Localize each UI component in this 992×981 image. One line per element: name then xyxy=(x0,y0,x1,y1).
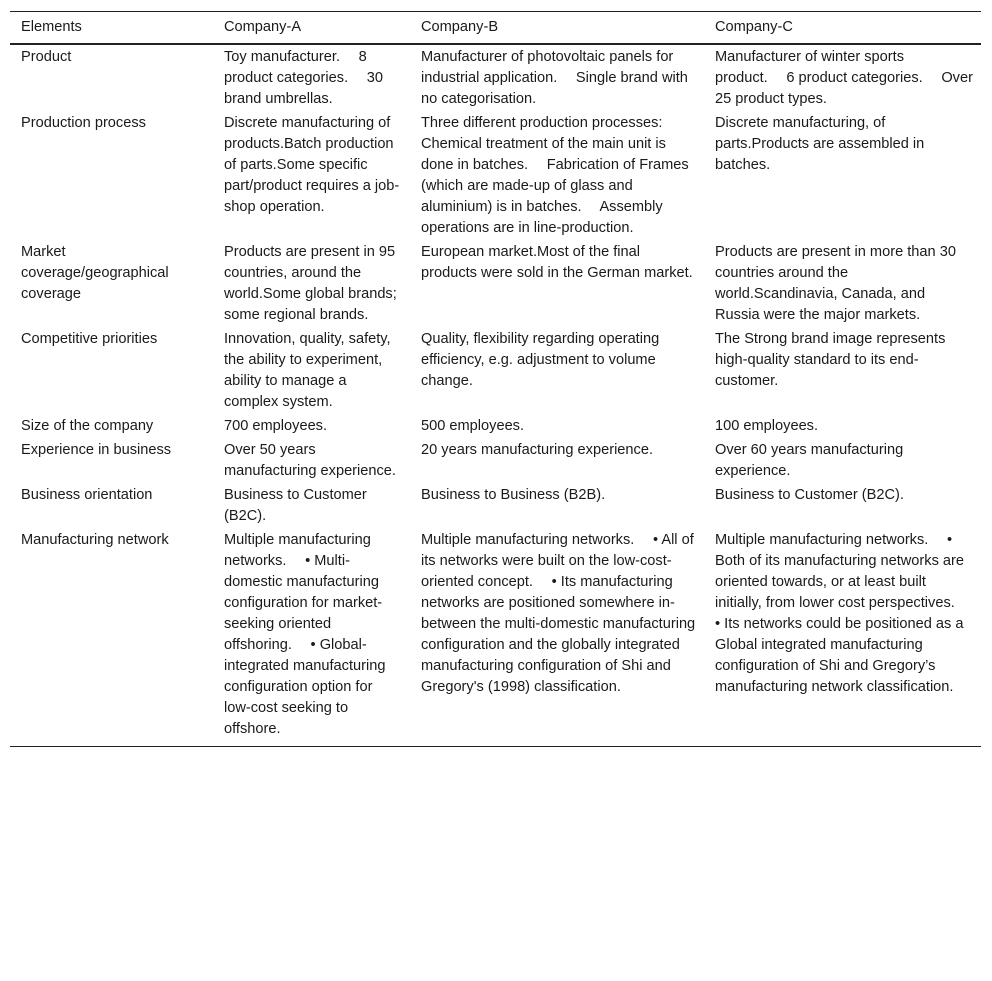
row-label: Size of the company xyxy=(21,418,154,434)
row-label: Business orientation xyxy=(21,487,153,503)
table-row-product xyxy=(10,44,981,111)
cell-company-b: Manufacturer of photovoltaic panels for industrial application. Single brand with no categorisation. xyxy=(421,49,688,107)
row-label: Production process xyxy=(21,115,146,131)
cell-company-b: Multiple manufacturing networks. • All of its networks were built on the low-cost-oriented concept. • Its manufacturing networks are positioned somewhere in-between the multi-domestic manufacturing configuration and the globally integrated manufacturing configuration of Shi and Gregory's (1998) classification. xyxy=(421,532,696,695)
table-row-business-orientation xyxy=(10,483,981,528)
table-row-competitive-priorities xyxy=(10,327,981,414)
column-header-company-b: Company-B xyxy=(421,19,499,35)
cell-company-b: Business to Business (B2B). xyxy=(421,487,606,503)
table-row-size-of-company xyxy=(10,414,981,438)
cell-company-c: Discrete manufacturing, of parts.Products are assembled in batches. xyxy=(715,115,925,173)
row-label: Manufacturing network xyxy=(21,532,169,548)
column-header-company-c: Company-C xyxy=(715,19,793,35)
row-label: Market coverage/geographical coverage xyxy=(21,244,169,302)
column-header-elements: Elements xyxy=(21,19,82,35)
row-label: Competitive priorities xyxy=(21,331,158,347)
cell-company-a: Business to Customer (B2C). xyxy=(224,487,367,524)
cell-company-b: Three different production processes: Chemical treatment of the main unit is done in batches. Fabrication of Frames (which are made-up of glass and aluminium) is in batches. Assembly operations are in line-production. xyxy=(421,115,689,236)
row-label: Product xyxy=(21,49,72,65)
column-header-company-a: Company-A xyxy=(224,19,302,35)
cell-company-c: Over 60 years manufacturing experience. xyxy=(715,442,904,479)
cell-company-b: 20 years manufacturing experience. xyxy=(421,442,654,458)
cell-company-b: 500 employees. xyxy=(421,418,525,434)
comparison-table-container xyxy=(10,11,981,747)
cell-company-a: Multiple manufacturing networks. • Multi-domestic manufacturing configuration for market-seeking oriented offshoring. • Global-integrated manufacturing configuration option for low-cost seeking to offshore. xyxy=(224,532,386,737)
table-header-row xyxy=(10,12,981,45)
cell-company-a: Over 50 years manufacturing experience. xyxy=(224,442,396,479)
table-row-market-coverage xyxy=(10,240,981,327)
row-label: Experience in business xyxy=(21,442,172,458)
cell-company-a: Innovation, quality, safety, the ability to experiment, ability to manage a complex system. xyxy=(224,331,391,410)
cell-company-c: Manufacturer of winter sports product. 6 product categories. Over 25 product types. xyxy=(715,49,973,107)
cell-company-a: Discrete manufacturing of products.Batch production of parts.Some specific part/product requires a job-shop operation. xyxy=(224,115,400,215)
cell-company-b: Quality, flexibility regarding operating efficiency, e.g. adjustment to volume change. xyxy=(421,331,660,389)
table-row-experience xyxy=(10,438,981,483)
cell-company-a: Products are present in 95 countries, around the world.Some global brands; some regional brands. xyxy=(224,244,397,323)
cell-company-c: 100 employees. xyxy=(715,418,819,434)
cell-company-a: Toy manufacturer. 8 product categories. 30 brand umbrellas. xyxy=(224,49,383,107)
company-comparison-table xyxy=(10,11,981,747)
cell-company-b: European market.Most of the final products were sold in the German market. xyxy=(421,244,693,281)
table-row-production-process xyxy=(10,111,981,240)
cell-company-a: 700 employees. xyxy=(224,418,328,434)
cell-company-c: Business to Customer (B2C). xyxy=(715,487,904,503)
cell-company-c: The Strong brand image represents high-quality standard to its end-customer. xyxy=(715,331,946,389)
cell-company-c: Multiple manufacturing networks. • Both of its manufacturing networks are oriented towards, or at least built initially, from lower cost perspectives. • Its networks could be positioned as a Global integrated manufacturing configuration of Shi and Gregory’s manufacturing network classification. xyxy=(715,532,970,695)
table-row-manufacturing-network xyxy=(10,528,981,747)
cell-company-c: Products are present in more than 30 countries around the world.Scandinavia, Canada, and Russia were the major markets. xyxy=(715,244,956,323)
